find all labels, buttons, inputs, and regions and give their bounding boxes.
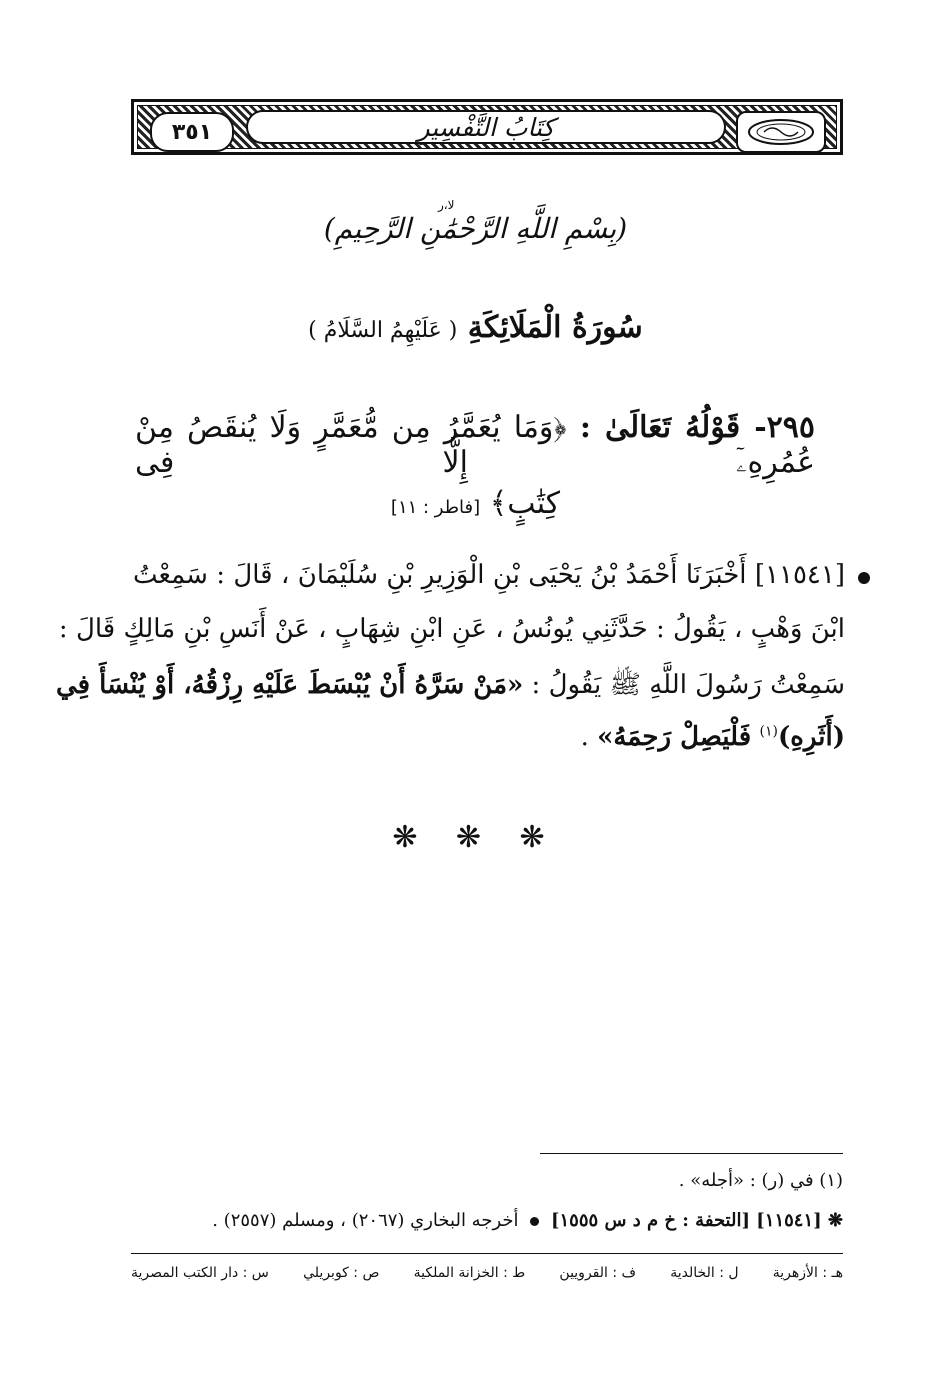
footnote-bullet-icon bbox=[530, 1217, 539, 1226]
footnote-rule bbox=[540, 1153, 843, 1154]
sigla-item: ل : الخالدية bbox=[670, 1265, 739, 1281]
sigla-item: ط : الخزانة الملكية bbox=[413, 1265, 526, 1281]
hadith-line-3-plain: سَمِعْتُ رَسُولَ اللَّهِ ﷺ يَقُولُ : bbox=[531, 670, 845, 700]
page-header bbox=[131, 99, 843, 155]
footnote-2-ref: ❋ [١١٥٤١] [التحفة : خ م د س ١٥٥٥] bbox=[550, 1210, 843, 1231]
footnote-1: (١) في (ر) : «أجله» . bbox=[678, 1170, 843, 1191]
surah-subtitle: ( عَلَيْهِمُ السَّلَامُ ) bbox=[308, 318, 458, 343]
footnote-2 bbox=[130, 1210, 843, 1231]
manuscript-sigla bbox=[131, 1265, 843, 1281]
publisher-emblem-icon bbox=[736, 111, 826, 153]
sigla-item: ص : كوبريلي bbox=[303, 1265, 380, 1281]
hadith-line-3-bold: «مَنْ سَرَّهُ أَنْ يُبْسَطَ عَلَيْهِ رِزْقُهُ، أَوْ يُنْسَأَ فِي bbox=[56, 670, 524, 700]
hadith-line-4-bold-2: فَلْيَصِلْ رَحِمَهُ» bbox=[597, 722, 752, 752]
verse-reference: [فاطر : ١١] bbox=[390, 497, 481, 518]
hadith-line-1: [١١٥٤١] أَخْبَرَنَا أَحْمَدُ بْنُ يَحْيَى بْنِ الْوَزِيرِ بْنِ سُلَيْمَانَ ، قَالَ : سَمِعْتُ bbox=[133, 560, 845, 590]
sigla-item: ف : القرويين bbox=[559, 1265, 637, 1281]
sigla-item: س : دار الكتب المصرية bbox=[131, 1265, 269, 1281]
footnote-2-text: أخرجه البخاري (٢٠٦٧) ، ومسلم (٢٥٥٧) . bbox=[212, 1210, 519, 1231]
surah-title: سُورَةُ الْمَلَائِكَةِ bbox=[467, 310, 643, 345]
surah-heading bbox=[0, 310, 951, 345]
basmala: (بِسْمِ اللَّهِ الرَّحْمَٰنِ الرَّحِيمِ) bbox=[323, 212, 628, 245]
verse-line-1 bbox=[135, 410, 815, 480]
verse-line-2 bbox=[0, 486, 951, 521]
bottom-rule bbox=[131, 1253, 843, 1254]
hadith-line-4-end: . bbox=[580, 722, 589, 752]
section-separator: ❋ ❋ ❋ bbox=[392, 820, 559, 855]
hadith-bullet bbox=[858, 572, 870, 584]
book-title-cartouche bbox=[246, 110, 726, 144]
hadith-line-4: (أَثَرِهِ)$^{(١)}$ فَلْيَصِلْ رَحِمَهُ» . bbox=[580, 722, 845, 752]
verse-text-line-2: كِتَٰبٍ﴾ bbox=[489, 486, 561, 521]
hadith-line-4-bold-1: أَثَرِهِ bbox=[790, 722, 833, 752]
header-ornament bbox=[137, 105, 837, 149]
page-number: ٣٥١ bbox=[171, 119, 213, 145]
footnote-marker: (١) bbox=[759, 723, 778, 740]
verse-text-line-1: ﴿وَمَا يُعَمَّرُ مِن مُّعَمَّرٍ وَلَا يُنقَصُ مِنْ عُمُرِهِۦٓ إِلَّا فِى bbox=[135, 410, 815, 480]
page-number-box bbox=[150, 112, 234, 152]
basmala-manuscript-note: لا،ر bbox=[438, 198, 455, 212]
sigla-item: هـ : الأزهرية bbox=[772, 1265, 843, 1281]
verse-number-label: ٢٩٥- قَوْلُهُ تَعَالَىٰ : bbox=[579, 410, 815, 445]
hadith-line-2: ابْنَ وَهْبٍ ، يَقُولُ : حَدَّثَنِي يُونُسُ ، عَنِ ابْنِ شِهَابٍ ، عَنْ أَنَسِ بْنِ مَالِكٍ قَالَ : bbox=[58, 614, 845, 644]
book-title: كِتَابُ التَّفْسِيرِ bbox=[417, 112, 555, 142]
hadith-line-3 bbox=[56, 668, 845, 706]
